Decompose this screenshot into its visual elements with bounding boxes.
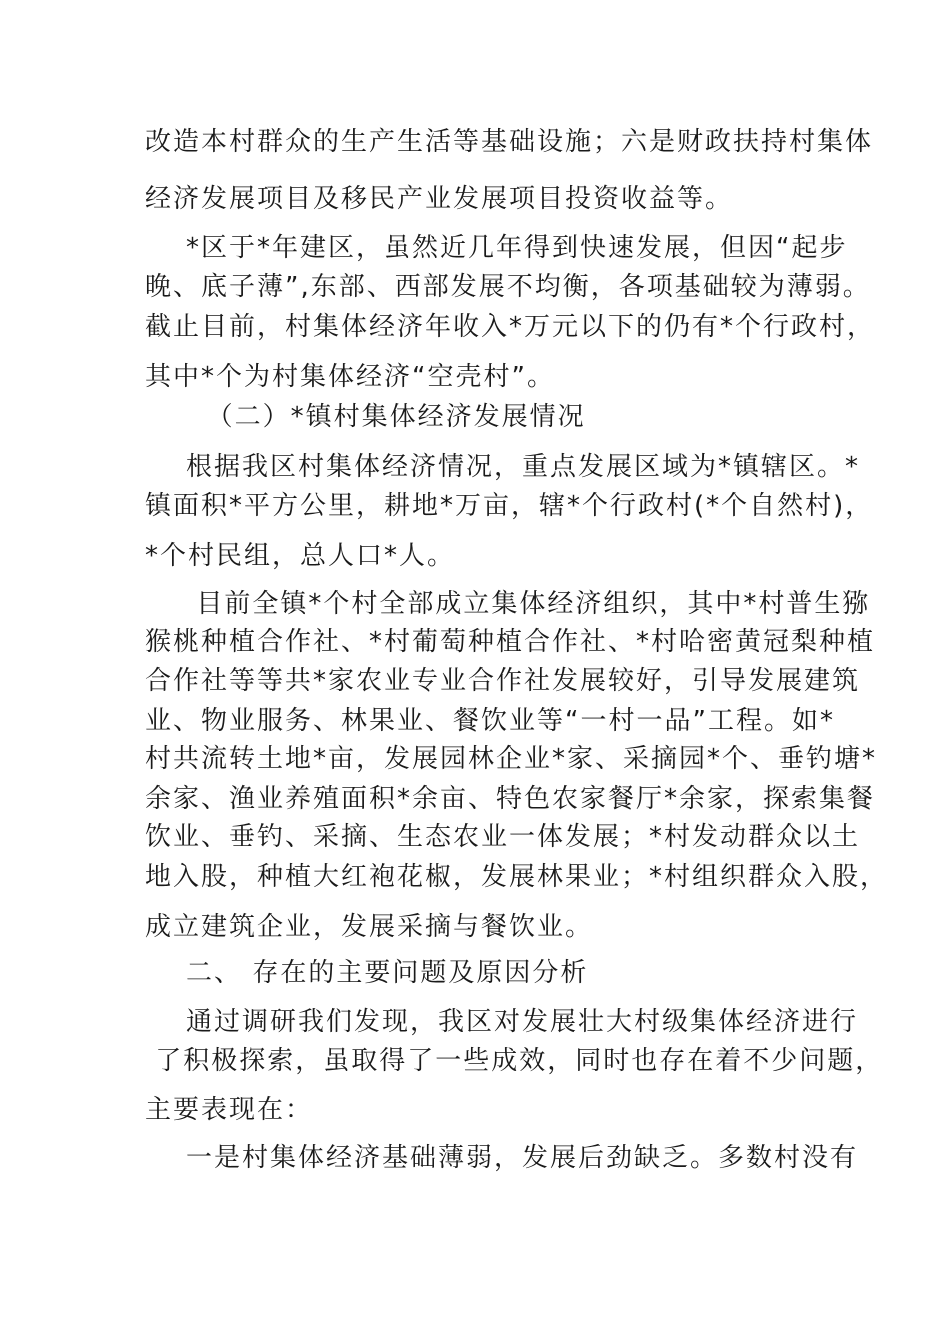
text-line: 一是村集体经济基础薄弱，发展后劲缺乏。多数村没有	[145, 1143, 859, 1173]
text-line: 了积极探索，虽取得了一些成效，同时也存在着不少问题，	[145, 1046, 884, 1076]
text-line: 饮业、垂钓、采摘、生态农业一体发展；*村发动群众以土	[145, 822, 861, 852]
text-line: 经济发展项目及移民产业发展项目投资收益等。	[145, 184, 734, 214]
text-line: 截止目前，村集体经济年收入*万元以下的仍有*个行政村，	[145, 312, 876, 342]
text-line: 改造本村群众的生产生活等基础设施；六是财政扶持村集体	[145, 127, 874, 157]
text-line: 成立建筑企业，发展采摘与餐饮业。	[145, 912, 594, 942]
text-line: 余家、渔业养殖面积*余亩、特色农家餐厅*余家，探索集餐	[145, 784, 876, 814]
text-line: 猴桃种植合作社、*村葡萄种植合作社、*村哈密黄冠梨种植	[145, 627, 876, 657]
section-heading: 二、 存在的主要问题及原因分析	[145, 958, 589, 988]
text-line: 镇面积*平方公里，耕地*万亩，辖*个行政村(*个自然村)，	[145, 491, 874, 521]
text-line: 晚、底子薄”,东部、西部发展不均衡，各项基础较为薄弱。	[145, 272, 871, 302]
text-line: 主要表现在：	[145, 1095, 314, 1125]
text-line: 通过调研我们发现，我区对发展壮大村级集体经济进行	[145, 1007, 859, 1037]
text-line: 目前全镇*个村全部成立集体经济组织，其中*村普生猕	[145, 589, 871, 619]
text-line: *区于*年建区，虽然近几年得到快速发展，但因“起步	[145, 233, 848, 263]
text-line: *个村民组，总人口*人。	[145, 541, 456, 571]
section-heading: （二）*镇村集体经济发展情况	[145, 402, 586, 432]
text-line: 地入股，种植大红袍花椒，发展林果业；*村组织群众入股，	[145, 862, 889, 892]
text-line: 业、物业服务、林果业、餐饮业等“一村一品”工程。如*	[145, 706, 835, 736]
text-line: 合作社等等共*家农业专业合作社发展较好，引导发展建筑	[145, 666, 861, 696]
text-line: 村共流转土地*亩，发展园林企业*家、采摘园*个、垂钓塘*	[145, 744, 878, 774]
text-line: 其中*个为村集体经济“空壳村”。	[145, 362, 555, 392]
text-line: 根据我区村集体经济情况，重点发展区域为*镇辖区。*	[145, 452, 861, 482]
